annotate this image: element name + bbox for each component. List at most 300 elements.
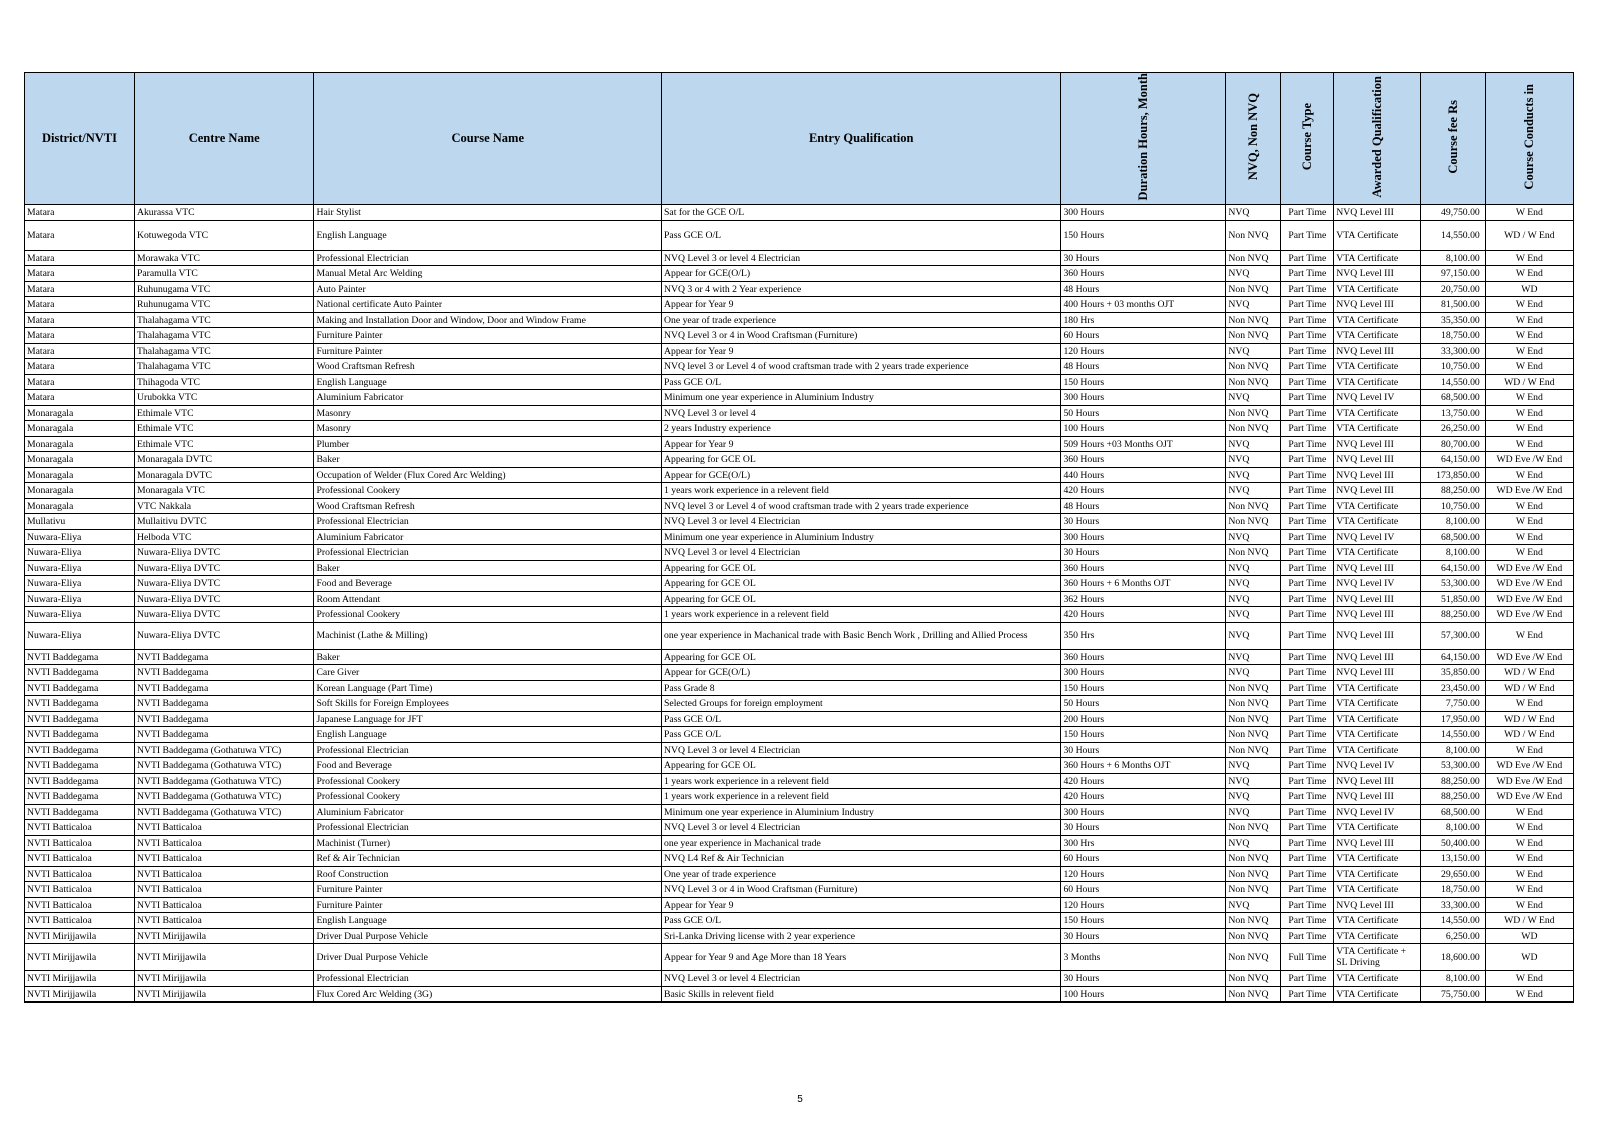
cell-duration: 60 Hours [1061,882,1226,898]
cell-entry: NVQ Level 3 or 4 in Wood Craftsman (Furniture) [662,328,1061,344]
cell-entry: Appear for GCE(O/L) [662,266,1061,282]
cell-awarded: NVQ Level III [1334,467,1421,483]
cell-awarded: NVQ Level III [1334,789,1421,805]
cell-course-type: Part Time [1281,205,1334,221]
cell-conducts: WD / W End [1485,680,1573,696]
cell-entry: NVQ level 3 or Level 4 of wood craftsman trade with 2 years trade experience [662,359,1061,375]
table-row [25,928,1574,944]
cell-centre: Nuwara-Eliya DVTC [134,545,313,561]
cell-conducts: W End [1485,742,1573,758]
cell-nvq-type: NVQ [1226,452,1281,468]
cell-fee: 8,100.00 [1421,545,1485,561]
cell-awarded: VTA Certificate [1334,696,1421,712]
table-row [25,944,1574,971]
cell-nvq-type: Non NVQ [1226,359,1281,375]
cell-centre: NVTI Batticaloa [134,897,313,913]
cell-course: English Language [314,913,662,929]
cell-conducts: WD [1485,944,1573,971]
cell-district: Matara [25,220,135,250]
cell-entry: Appear for Year 9 [662,343,1061,359]
cell-nvq-type: NVQ [1226,297,1281,313]
cell-conducts: WD Eve /W End [1485,607,1573,623]
cell-course: Furniture Painter [314,882,662,898]
cell-awarded: NVQ Level III [1334,665,1421,681]
cell-district: NVTI Mirijjawila [25,944,135,971]
cell-course-type: Part Time [1281,727,1334,743]
cell-centre: Helboda VTC [134,529,313,545]
cell-nvq-type: Non NVQ [1226,882,1281,898]
cell-fee: 26,250.00 [1421,421,1485,437]
table-row [25,359,1574,375]
cell-fee: 173,850.00 [1421,467,1485,483]
cell-conducts: W End [1485,897,1573,913]
cell-course-type: Part Time [1281,607,1334,623]
table-row [25,897,1574,913]
cell-course-type: Part Time [1281,622,1334,649]
cell-nvq-type: Non NVQ [1226,374,1281,390]
cell-conducts: W End [1485,436,1573,452]
cell-awarded: NVQ Level III [1334,483,1421,499]
cell-centre: Nuwara-Eliya DVTC [134,591,313,607]
cell-entry: Appearing for GCE OL [662,591,1061,607]
cell-course: Professional Cookery [314,483,662,499]
cell-nvq-type: NVQ [1226,591,1281,607]
cell-duration: 360 Hours [1061,266,1226,282]
cell-course: Furniture Painter [314,328,662,344]
cell-centre: NVTI Batticaloa [134,820,313,836]
cell-district: Nuwara-Eliya [25,545,135,561]
cell-conducts: W End [1485,266,1573,282]
cell-district: NVTI Baddegama [25,742,135,758]
cell-fee: 18,600.00 [1421,944,1485,971]
cell-awarded: NVQ Level III [1334,297,1421,313]
table-row [25,467,1574,483]
cell-awarded: VTA Certificate [1334,514,1421,530]
cell-nvq-type: NVQ [1226,343,1281,359]
table-row [25,498,1574,514]
cell-course: Food and Beverage [314,758,662,774]
cell-duration: 420 Hours [1061,607,1226,623]
cell-conducts: WD / W End [1485,374,1573,390]
course-table [24,72,1574,1003]
cell-course-type: Part Time [1281,742,1334,758]
cell-duration: 300 Hours [1061,665,1226,681]
cell-centre: NVTI Batticaloa [134,913,313,929]
cell-nvq-type: NVQ [1226,804,1281,820]
cell-entry: Appear for GCE(O/L) [662,665,1061,681]
cell-district: NVTI Batticaloa [25,882,135,898]
table-row [25,220,1574,250]
cell-course: English Language [314,220,662,250]
cell-course: Room Attendant [314,591,662,607]
table-row [25,591,1574,607]
cell-nvq-type: NVQ [1226,758,1281,774]
cell-district: NVTI Batticaloa [25,835,135,851]
cell-nvq-type: Non NVQ [1226,851,1281,867]
cell-fee: 64,150.00 [1421,649,1485,665]
cell-conducts: W End [1485,986,1573,1002]
cell-fee: 8,100.00 [1421,820,1485,836]
cell-fee: 57,300.00 [1421,622,1485,649]
cell-course: National certificate Auto Painter [314,297,662,313]
cell-duration: 360 Hours [1061,452,1226,468]
header-entry: Entry Qualification [662,73,1061,205]
cell-fee: 64,150.00 [1421,452,1485,468]
cell-course: Ref & Air Technician [314,851,662,867]
cell-course: Soft Skills for Foreign Employees [314,696,662,712]
cell-district: Mullativu [25,514,135,530]
cell-course: Masonry [314,405,662,421]
cell-centre: NVTI Mirijjawila [134,986,313,1002]
cell-centre: Nuwara-Eliya DVTC [134,607,313,623]
cell-district: Monaragala [25,405,135,421]
cell-fee: 13,750.00 [1421,405,1485,421]
cell-district: Matara [25,328,135,344]
cell-conducts: WD / W End [1485,220,1573,250]
cell-entry: Appearing for GCE OL [662,758,1061,774]
header-duration: Duration Hours, Month [1061,73,1226,205]
cell-course-type: Part Time [1281,804,1334,820]
cell-centre: Nuwara-Eliya DVTC [134,622,313,649]
cell-duration: 30 Hours [1061,742,1226,758]
cell-course-type: Part Time [1281,913,1334,929]
cell-centre: NVTI Baddegama [134,680,313,696]
cell-awarded: NVQ Level III [1334,266,1421,282]
cell-nvq-type: NVQ [1226,390,1281,406]
cell-entry: NVQ Level 3 or level 4 Electrician [662,250,1061,266]
cell-district: Matara [25,205,135,221]
cell-district: NVTI Baddegama [25,649,135,665]
table-row [25,205,1574,221]
cell-awarded: VTA Certificate [1334,374,1421,390]
table-row [25,820,1574,836]
cell-centre: NVTI Mirijjawila [134,971,313,987]
cell-course: Driver Dual Purpose Vehicle [314,928,662,944]
cell-centre: NVTI Mirijjawila [134,944,313,971]
cell-nvq-type: Non NVQ [1226,913,1281,929]
cell-duration: 3 Months [1061,944,1226,971]
cell-course-type: Part Time [1281,665,1334,681]
cell-duration: 300 Hrs [1061,835,1226,851]
cell-awarded: NVQ Level IV [1334,758,1421,774]
cell-district: NVTI Batticaloa [25,866,135,882]
cell-conducts: W End [1485,205,1573,221]
cell-course: English Language [314,727,662,743]
cell-entry: Appearing for GCE OL [662,452,1061,468]
table-row [25,742,1574,758]
cell-district: NVTI Batticaloa [25,820,135,836]
cell-awarded: NVQ Level IV [1334,576,1421,592]
cell-district: NVTI Baddegama [25,758,135,774]
cell-district: Nuwara-Eliya [25,607,135,623]
table-row [25,622,1574,649]
cell-fee: 88,250.00 [1421,773,1485,789]
cell-duration: 300 Hours [1061,529,1226,545]
cell-course: Furniture Painter [314,343,662,359]
cell-centre: Thalahagama VTC [134,312,313,328]
cell-centre: Monaragala DVTC [134,467,313,483]
cell-fee: 6,250.00 [1421,928,1485,944]
cell-fee: 14,550.00 [1421,727,1485,743]
table-row [25,789,1574,805]
cell-entry: Pass GCE O/L [662,913,1061,929]
cell-entry: 1 years work experience in a relevent field [662,607,1061,623]
header-awarded: Awarded Qualification [1334,73,1421,205]
cell-fee: 80,700.00 [1421,436,1485,452]
cell-awarded: VTA Certificate [1334,281,1421,297]
cell-district: NVTI Baddegama [25,711,135,727]
cell-conducts: WD Eve /W End [1485,576,1573,592]
table-row [25,452,1574,468]
cell-course: Machinist (Turner) [314,835,662,851]
cell-conducts: WD / W End [1485,727,1573,743]
cell-entry: NVQ Level 3 or level 4 Electrician [662,545,1061,561]
cell-centre: Ethimale VTC [134,421,313,437]
cell-centre: Nuwara-Eliya DVTC [134,560,313,576]
cell-conducts: W End [1485,545,1573,561]
cell-course: Furniture Painter [314,897,662,913]
cell-conducts: W End [1485,696,1573,712]
cell-duration: 30 Hours [1061,250,1226,266]
cell-fee: 33,300.00 [1421,897,1485,913]
cell-nvq-type: Non NVQ [1226,498,1281,514]
cell-district: NVTI Batticaloa [25,851,135,867]
cell-course: Professional Electrician [314,971,662,987]
cell-nvq-type: NVQ [1226,897,1281,913]
cell-fee: 10,750.00 [1421,498,1485,514]
cell-fee: 14,550.00 [1421,913,1485,929]
cell-district: NVTI Baddegama [25,789,135,805]
cell-fee: 81,500.00 [1421,297,1485,313]
cell-nvq-type: Non NVQ [1226,545,1281,561]
cell-course: Roof Construction [314,866,662,882]
cell-fee: 13,150.00 [1421,851,1485,867]
cell-course: Aluminium Fabricator [314,804,662,820]
cell-course: Professional Electrician [314,742,662,758]
cell-awarded: NVQ Level III [1334,897,1421,913]
cell-nvq-type: NVQ [1226,576,1281,592]
cell-course: Professional Electrician [314,250,662,266]
cell-fee: 8,100.00 [1421,250,1485,266]
cell-nvq-type: Non NVQ [1226,328,1281,344]
cell-district: Matara [25,266,135,282]
cell-centre: Ethimale VTC [134,405,313,421]
cell-duration: 30 Hours [1061,928,1226,944]
cell-course-type: Part Time [1281,250,1334,266]
cell-nvq-type: Non NVQ [1226,742,1281,758]
cell-awarded: VTA Certificate [1334,913,1421,929]
cell-centre: NVTI Baddegama (Gothatuwa VTC) [134,804,313,820]
cell-awarded: NVQ Level III [1334,343,1421,359]
cell-district: Monaragala [25,452,135,468]
cell-awarded: VTA Certificate [1334,312,1421,328]
cell-course: Professional Cookery [314,773,662,789]
cell-awarded: VTA Certificate [1334,545,1421,561]
cell-district: NVTI Batticaloa [25,913,135,929]
cell-nvq-type: Non NVQ [1226,928,1281,944]
cell-duration: 300 Hours [1061,804,1226,820]
cell-awarded: NVQ Level IV [1334,804,1421,820]
cell-nvq-type: NVQ [1226,529,1281,545]
cell-course-type: Part Time [1281,971,1334,987]
table-row [25,297,1574,313]
cell-course-type: Part Time [1281,483,1334,499]
cell-course-type: Part Time [1281,297,1334,313]
cell-entry: NVQ Level 3 or 4 in Wood Craftsman (Furniture) [662,882,1061,898]
cell-centre: NVTI Batticaloa [134,835,313,851]
cell-fee: 7,750.00 [1421,696,1485,712]
cell-nvq-type: NVQ [1226,607,1281,623]
cell-course-type: Part Time [1281,343,1334,359]
cell-entry: Pass GCE O/L [662,727,1061,743]
cell-fee: 8,100.00 [1421,971,1485,987]
cell-district: Monaragala [25,436,135,452]
cell-awarded: VTA Certificate [1334,928,1421,944]
cell-conducts: WD Eve /W End [1485,773,1573,789]
cell-nvq-type: Non NVQ [1226,944,1281,971]
cell-course-type: Part Time [1281,560,1334,576]
cell-awarded: VTA Certificate [1334,851,1421,867]
cell-centre: NVTI Baddegama (Gothatuwa VTC) [134,758,313,774]
cell-conducts: WD Eve /W End [1485,649,1573,665]
cell-nvq-type: NVQ [1226,789,1281,805]
cell-course: Professional Electrician [314,514,662,530]
cell-centre: NVTI Baddegama (Gothatuwa VTC) [134,742,313,758]
cell-awarded: VTA Certificate [1334,405,1421,421]
cell-awarded: NVQ Level III [1334,607,1421,623]
cell-fee: 35,850.00 [1421,665,1485,681]
cell-awarded: NVQ Level III [1334,622,1421,649]
cell-course: English Language [314,374,662,390]
cell-centre: NVTI Baddegama (Gothatuwa VTC) [134,789,313,805]
cell-entry: one year experience in Machanical trade with Basic Bench Work , Drilling and Allied Process [662,622,1061,649]
cell-duration: 200 Hours [1061,711,1226,727]
table-row [25,882,1574,898]
cell-awarded: NVQ Level III [1334,560,1421,576]
cell-fee: 23,450.00 [1421,680,1485,696]
cell-duration: 100 Hours [1061,421,1226,437]
cell-duration: 362 Hours [1061,591,1226,607]
cell-centre: NVTI Baddegama [134,696,313,712]
cell-fee: 49,750.00 [1421,205,1485,221]
cell-course-type: Part Time [1281,928,1334,944]
cell-entry: Pass GCE O/L [662,220,1061,250]
header-centre: Centre Name [134,73,313,205]
cell-district: NVTI Baddegama [25,727,135,743]
cell-centre: Monaragala VTC [134,483,313,499]
cell-course: Japanese Language for JFT [314,711,662,727]
cell-nvq-type: Non NVQ [1226,312,1281,328]
cell-conducts: WD / W End [1485,913,1573,929]
cell-conducts: W End [1485,312,1573,328]
cell-course: Manual Metal Arc Welding [314,266,662,282]
cell-entry: NVQ Level 3 or level 4 [662,405,1061,421]
cell-entry: Appear for Year 9 [662,436,1061,452]
cell-course: Food and Beverage [314,576,662,592]
cell-nvq-type: NVQ [1226,649,1281,665]
table-row [25,773,1574,789]
cell-awarded: NVQ Level III [1334,205,1421,221]
cell-course-type: Part Time [1281,421,1334,437]
cell-centre: NVTI Batticaloa [134,851,313,867]
cell-duration: 150 Hours [1061,374,1226,390]
cell-district: NVTI Batticaloa [25,897,135,913]
cell-centre: Thalahagama VTC [134,343,313,359]
cell-course-type: Part Time [1281,436,1334,452]
cell-fee: 20,750.00 [1421,281,1485,297]
cell-course-type: Part Time [1281,328,1334,344]
cell-course-type: Part Time [1281,545,1334,561]
cell-awarded: VTA Certificate [1334,820,1421,836]
cell-duration: 48 Hours [1061,498,1226,514]
cell-entry: NVQ Level 3 or level 4 Electrician [662,742,1061,758]
cell-fee: 33,300.00 [1421,343,1485,359]
cell-duration: 30 Hours [1061,971,1226,987]
cell-district: Nuwara-Eliya [25,622,135,649]
cell-entry: Appearing for GCE OL [662,576,1061,592]
table-row [25,483,1574,499]
cell-course: Baker [314,560,662,576]
cell-duration: 60 Hours [1061,851,1226,867]
cell-duration: 180 Hrs [1061,312,1226,328]
cell-duration: 360 Hours + 6 Months OJT [1061,576,1226,592]
cell-fee: 68,500.00 [1421,529,1485,545]
table-row [25,971,1574,987]
table-row [25,711,1574,727]
cell-course: Professional Cookery [314,789,662,805]
cell-course: Wood Craftsman Refresh [314,359,662,375]
cell-course-type: Part Time [1281,529,1334,545]
cell-entry: 1 years work experience in a relevent field [662,773,1061,789]
cell-district: NVTI Baddegama [25,680,135,696]
cell-district: Monaragala [25,467,135,483]
table-row [25,649,1574,665]
cell-fee: 68,500.00 [1421,390,1485,406]
cell-fee: 68,500.00 [1421,804,1485,820]
cell-nvq-type: Non NVQ [1226,220,1281,250]
cell-awarded: NVQ Level III [1334,436,1421,452]
cell-conducts: W End [1485,820,1573,836]
cell-conducts: W End [1485,622,1573,649]
cell-course-type: Part Time [1281,266,1334,282]
cell-duration: 150 Hours [1061,913,1226,929]
page-number: 5 [797,1094,803,1105]
table-row [25,405,1574,421]
cell-conducts: WD [1485,281,1573,297]
cell-centre: NVTI Baddegama [134,727,313,743]
cell-awarded: NVQ Level III [1334,649,1421,665]
cell-district: NVTI Mirijjawila [25,928,135,944]
cell-course: Professional Electrician [314,545,662,561]
cell-nvq-type: Non NVQ [1226,405,1281,421]
table-row [25,665,1574,681]
cell-nvq-type: NVQ [1226,266,1281,282]
cell-district: Matara [25,359,135,375]
cell-entry: Pass Grade 8 [662,680,1061,696]
cell-centre: Akurassa VTC [134,205,313,221]
cell-course: Aluminium Fabricator [314,390,662,406]
cell-course: Korean Language (Part Time) [314,680,662,696]
cell-course: Driver Dual Purpose Vehicle [314,944,662,971]
cell-duration: 360 Hours [1061,560,1226,576]
cell-course-type: Part Time [1281,498,1334,514]
cell-entry: NVQ Level 3 or level 4 Electrician [662,971,1061,987]
cell-conducts: W End [1485,498,1573,514]
table-row [25,343,1574,359]
cell-course-type: Part Time [1281,390,1334,406]
table-row [25,266,1574,282]
cell-fee: 18,750.00 [1421,882,1485,898]
